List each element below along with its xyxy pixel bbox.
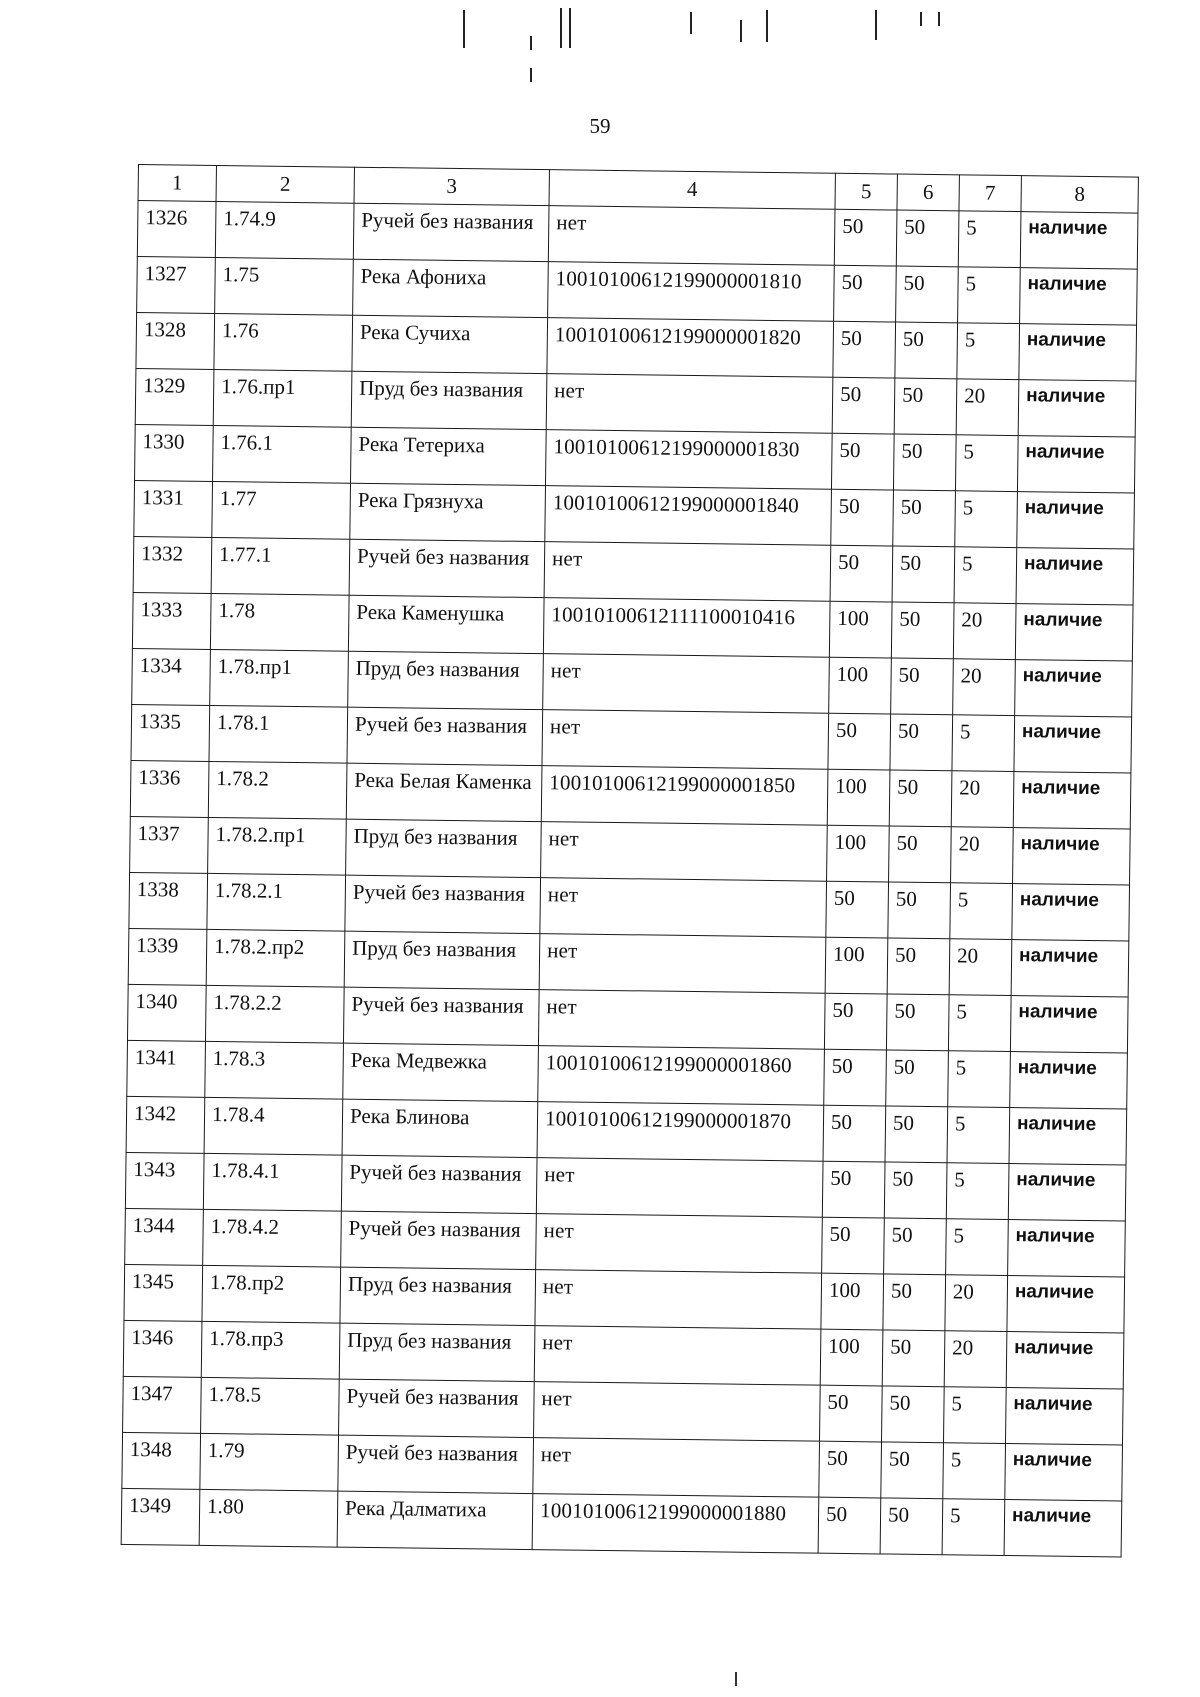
value-6-cell: 50	[880, 1498, 943, 1555]
value-6-cell: 50	[882, 1386, 945, 1443]
value-7-cell: 20	[956, 379, 1019, 436]
water-body-name-cell: Ручей без названия	[353, 203, 549, 261]
value-7-cell: 5	[958, 267, 1021, 324]
value-7-cell: 5	[954, 547, 1017, 604]
water-code-cell: 1.76.1	[213, 425, 352, 483]
value-6-cell: 50	[896, 266, 959, 323]
water-body-name-cell: Ручей без названия	[341, 1211, 537, 1269]
row-number-cell: 1346	[123, 1320, 202, 1377]
value-5-cell: 50	[824, 1049, 887, 1106]
registry-code-cell: нет	[536, 1158, 823, 1218]
value-7-cell: 5	[950, 883, 1013, 940]
value-5-cell: 50	[831, 489, 894, 546]
row-number-cell: 1347	[123, 1376, 202, 1433]
value-5-cell: 50	[818, 1497, 881, 1554]
value-7-cell: 5	[957, 323, 1020, 380]
registry-code-cell: нет	[541, 822, 828, 882]
water-body-name-cell: Река Тетериха	[351, 427, 547, 485]
water-body-name-cell: Река Афониха	[353, 259, 549, 317]
value-7-cell: 5	[948, 1051, 1011, 1108]
column-header-3: 3	[354, 167, 549, 205]
water-body-name-cell: Ручей без названия	[339, 1379, 535, 1437]
water-code-cell: 1.80	[199, 1489, 338, 1547]
water-code-cell: 1.78.1	[209, 705, 348, 763]
registry-code-cell: 10010100612199000001830	[545, 430, 832, 490]
row-number-cell: 1332	[133, 536, 212, 593]
value-5-cell: 50	[822, 1161, 885, 1218]
value-5-cell: 50	[830, 545, 893, 602]
value-7-cell: 5	[943, 1387, 1006, 1444]
water-code-cell: 1.78.2.пр2	[206, 929, 345, 987]
value-6-cell: 50	[893, 490, 956, 547]
status-cell: наличие	[1020, 212, 1138, 269]
status-cell: наличие	[1016, 548, 1134, 605]
value-6-cell: 50	[890, 714, 953, 771]
value-6-cell: 50	[885, 1106, 948, 1163]
registry-code-cell: 10010100612199000001820	[547, 318, 834, 378]
scan-mark	[766, 10, 768, 42]
water-body-name-cell: Ручей без названия	[338, 1435, 534, 1493]
row-number-cell: 1342	[126, 1096, 205, 1153]
water-code-cell: 1.77.1	[211, 537, 350, 595]
status-cell: наличие	[1013, 772, 1131, 829]
water-body-name-cell: Река Далматиха	[337, 1491, 533, 1549]
water-body-name-cell: Ручей без названия	[345, 875, 541, 933]
value-7-cell: 5	[943, 1443, 1006, 1500]
water-code-cell: 1.78.4.2	[203, 1209, 342, 1267]
column-header-4: 4	[549, 170, 835, 210]
status-cell: наличие	[1005, 1388, 1123, 1445]
value-6-cell: 50	[894, 378, 957, 435]
value-5-cell: 100	[827, 825, 890, 882]
value-5-cell: 50	[832, 377, 895, 434]
value-7-cell: 5	[952, 715, 1015, 772]
value-7-cell: 20	[951, 771, 1014, 828]
value-5-cell: 50	[822, 1217, 885, 1274]
water-code-cell: 1.78.пр1	[210, 649, 349, 707]
row-number-cell: 1339	[128, 928, 207, 985]
water-code-cell: 1.74.9	[215, 201, 354, 259]
registry-code-cell: нет	[543, 654, 830, 714]
water-code-cell: 1.78.2.2	[205, 985, 344, 1043]
registry-code-cell: нет	[534, 1382, 821, 1442]
registry-code-cell: 10010100612111100010416	[543, 598, 830, 658]
value-6-cell: 50	[889, 770, 952, 827]
registry-code-cell: нет	[540, 878, 827, 938]
page-number: 59	[589, 114, 611, 138]
registry-code-cell: 10010100612199000001840	[545, 486, 832, 546]
status-cell: наличие	[1014, 716, 1132, 773]
registry-code-cell: 10010100612199000001810	[548, 262, 835, 322]
status-cell: наличие	[1020, 268, 1138, 325]
status-cell: наличие	[1011, 940, 1129, 997]
row-number-cell: 1345	[124, 1264, 203, 1321]
row-number-cell: 1329	[135, 368, 214, 425]
scan-mark	[735, 1672, 737, 1686]
column-header-5: 5	[835, 173, 897, 210]
water-body-name-cell: Река Белая Каменка	[346, 763, 542, 821]
value-6-cell: 50	[891, 602, 954, 659]
row-number-cell: 1328	[136, 312, 215, 369]
scan-mark	[530, 36, 532, 50]
registry-code-cell: 10010100612199000001870	[537, 1102, 824, 1162]
water-body-name-cell: Ручей без названия	[347, 707, 543, 765]
value-5-cell: 100	[829, 601, 892, 658]
water-body-name-cell: Река Сучиха	[352, 315, 548, 373]
value-7-cell: 5	[946, 1219, 1009, 1276]
value-5-cell: 50	[820, 1385, 883, 1442]
scan-artifacts	[0, 0, 1200, 100]
row-number-cell: 1326	[137, 201, 216, 258]
status-cell: наличие	[1013, 828, 1131, 885]
value-6-cell: 50	[895, 322, 958, 379]
row-number-cell: 1343	[125, 1152, 204, 1209]
scan-mark	[938, 12, 940, 26]
registry-code-cell: нет	[548, 206, 835, 266]
scan-mark	[875, 10, 877, 40]
value-5-cell: 100	[827, 769, 890, 826]
registry-code-cell: нет	[535, 1270, 822, 1330]
value-6-cell: 50	[881, 1442, 944, 1499]
value-5-cell: 50	[828, 713, 891, 770]
value-7-cell: 5	[947, 1107, 1010, 1164]
value-7-cell: 20	[951, 827, 1014, 884]
scan-mark	[690, 12, 692, 34]
value-5-cell: 100	[820, 1329, 883, 1386]
value-6-cell: 50	[883, 1274, 946, 1331]
column-header-7: 7	[959, 175, 1021, 212]
column-header-6: 6	[897, 174, 959, 211]
water-body-name-cell: Пруд без названия	[348, 651, 544, 709]
row-number-cell: 1348	[122, 1432, 201, 1489]
status-cell: наличие	[1015, 604, 1133, 661]
water-code-cell: 1.78.3	[205, 1041, 344, 1099]
registry-code-cell: нет	[536, 1214, 823, 1274]
value-7-cell: 5	[942, 1499, 1005, 1556]
value-5-cell: 100	[821, 1273, 884, 1330]
water-code-cell: 1.75	[215, 257, 354, 315]
water-code-cell: 1.78.2.пр1	[208, 817, 347, 875]
scan-mark	[560, 8, 562, 48]
value-7-cell: 20	[944, 1331, 1007, 1388]
status-cell: наличие	[1017, 492, 1135, 549]
value-7-cell: 20	[945, 1275, 1008, 1332]
row-number-cell: 1341	[127, 1040, 206, 1097]
value-5-cell: 50	[823, 1105, 886, 1162]
value-5-cell: 100	[825, 937, 888, 994]
scan-mark	[569, 8, 571, 48]
value-7-cell: 20	[953, 659, 1016, 716]
water-body-name-cell: Река Каменушка	[348, 595, 544, 653]
registry-code-cell: 10010100612199000001850	[541, 766, 828, 826]
water-code-cell: 1.76	[214, 313, 353, 371]
value-7-cell: 20	[949, 939, 1012, 996]
row-number-cell: 1327	[137, 256, 216, 313]
value-7-cell: 20	[953, 603, 1016, 660]
row-number-cell: 1331	[134, 480, 213, 537]
registry-code-cell: нет	[534, 1326, 821, 1386]
registry-code-cell: нет	[544, 542, 831, 602]
value-6-cell: 50	[882, 1330, 945, 1387]
water-code-cell: 1.78.пр2	[202, 1265, 341, 1323]
registry-code-cell: нет	[539, 934, 826, 994]
row-number-cell: 1333	[132, 592, 211, 649]
water-code-cell: 1.78.пр3	[201, 1321, 340, 1379]
registry-code-cell: 10010100612199000001860	[538, 1046, 825, 1106]
water-body-name-cell: Река Медвежка	[343, 1043, 539, 1101]
value-5-cell: 50	[831, 433, 894, 490]
value-6-cell: 50	[889, 826, 952, 883]
registry-sheet	[121, 164, 1138, 1557]
status-cell: наличие	[1019, 324, 1137, 381]
water-body-name-cell: Ручей без названия	[349, 539, 545, 597]
water-body-name-cell: Пруд без названия	[344, 931, 540, 989]
status-cell: наличие	[1007, 1276, 1125, 1333]
value-6-cell: 50	[884, 1218, 947, 1275]
registry-code-cell: нет	[542, 710, 829, 770]
row-number-cell: 1340	[127, 984, 206, 1041]
water-code-cell: 1.78.5	[201, 1377, 340, 1435]
value-5-cell: 50	[819, 1441, 882, 1498]
registry-code-cell: 10010100612199000001880	[532, 1494, 819, 1554]
value-7-cell: 5	[955, 435, 1018, 492]
value-5-cell: 50	[834, 209, 897, 266]
row-number-cell: 1349	[121, 1488, 200, 1545]
row-number-cell: 1338	[129, 872, 208, 929]
status-cell: наличие	[1015, 660, 1133, 717]
scan-mark	[463, 10, 465, 48]
water-code-cell: 1.78.4.1	[203, 1153, 342, 1211]
status-cell: наличие	[1017, 436, 1135, 493]
water-body-name-cell: Река Блинова	[342, 1099, 538, 1157]
water-code-cell: 1.77	[212, 481, 351, 539]
row-number-cell: 1337	[130, 816, 209, 873]
registry-code-cell: нет	[533, 1438, 820, 1498]
value-5-cell: 50	[834, 265, 897, 322]
value-5-cell: 50	[833, 321, 896, 378]
water-body-name-cell: Ручей без названия	[341, 1155, 537, 1213]
status-cell: наличие	[1008, 1220, 1126, 1277]
scan-mark	[740, 20, 742, 42]
water-code-cell: 1.79	[200, 1433, 339, 1491]
value-6-cell: 50	[888, 882, 951, 939]
water-code-cell: 1.78.2.1	[207, 873, 346, 931]
value-5-cell: 50	[824, 993, 887, 1050]
value-6-cell: 50	[887, 938, 950, 995]
table-row	[121, 1488, 1122, 1557]
scan-mark	[920, 12, 922, 26]
value-7-cell: 5	[948, 995, 1011, 1052]
status-cell: наличие	[1009, 1108, 1127, 1165]
status-cell: наличие	[1004, 1499, 1122, 1556]
water-code-cell: 1.78.4	[204, 1097, 343, 1155]
value-7-cell: 5	[946, 1163, 1009, 1220]
value-6-cell: 50	[884, 1162, 947, 1219]
water-code-cell: 1.78	[210, 593, 349, 651]
column-header-8: 8	[1021, 176, 1138, 213]
row-number-cell: 1330	[135, 424, 214, 481]
value-5-cell: 50	[826, 881, 889, 938]
status-cell: наличие	[1012, 884, 1130, 941]
row-number-cell: 1336	[130, 760, 209, 817]
status-cell: наличие	[1006, 1332, 1124, 1389]
water-body-name-cell: Река Грязнуха	[350, 483, 546, 541]
column-header-1: 1	[138, 165, 216, 202]
value-6-cell: 50	[896, 210, 959, 267]
value-6-cell: 50	[892, 546, 955, 603]
value-5-cell: 100	[829, 657, 892, 714]
status-cell: наличие	[1010, 1052, 1128, 1109]
status-cell: наличие	[1018, 380, 1136, 437]
value-6-cell: 50	[893, 434, 956, 491]
water-body-name-cell: Пруд без названия	[346, 819, 542, 877]
value-6-cell: 50	[886, 994, 949, 1051]
water-body-name-cell: Пруд без названия	[340, 1267, 536, 1325]
scan-mark	[530, 68, 532, 82]
row-number-cell: 1334	[132, 648, 211, 705]
table-body	[121, 201, 1138, 1557]
row-number-cell: 1335	[131, 704, 210, 761]
water-body-name-cell: Ручей без названия	[343, 987, 539, 1045]
water-body-name-cell: Пруд без названия	[339, 1323, 535, 1381]
column-header-2: 2	[216, 165, 354, 203]
water-body-name-cell: Пруд без названия	[351, 371, 547, 429]
status-cell: наличие	[1008, 1164, 1126, 1221]
value-6-cell: 50	[891, 658, 954, 715]
status-cell: наличие	[1005, 1444, 1123, 1501]
water-code-cell: 1.76.пр1	[213, 369, 352, 427]
status-cell: наличие	[1010, 996, 1128, 1053]
value-7-cell: 5	[958, 211, 1021, 268]
value-7-cell: 5	[955, 491, 1018, 548]
registry-code-cell: нет	[546, 374, 833, 434]
value-6-cell: 50	[886, 1050, 949, 1107]
registry-code-cell: нет	[538, 990, 825, 1050]
registry-table	[121, 164, 1139, 1557]
water-code-cell: 1.78.2	[208, 761, 347, 819]
row-number-cell: 1344	[125, 1208, 204, 1265]
